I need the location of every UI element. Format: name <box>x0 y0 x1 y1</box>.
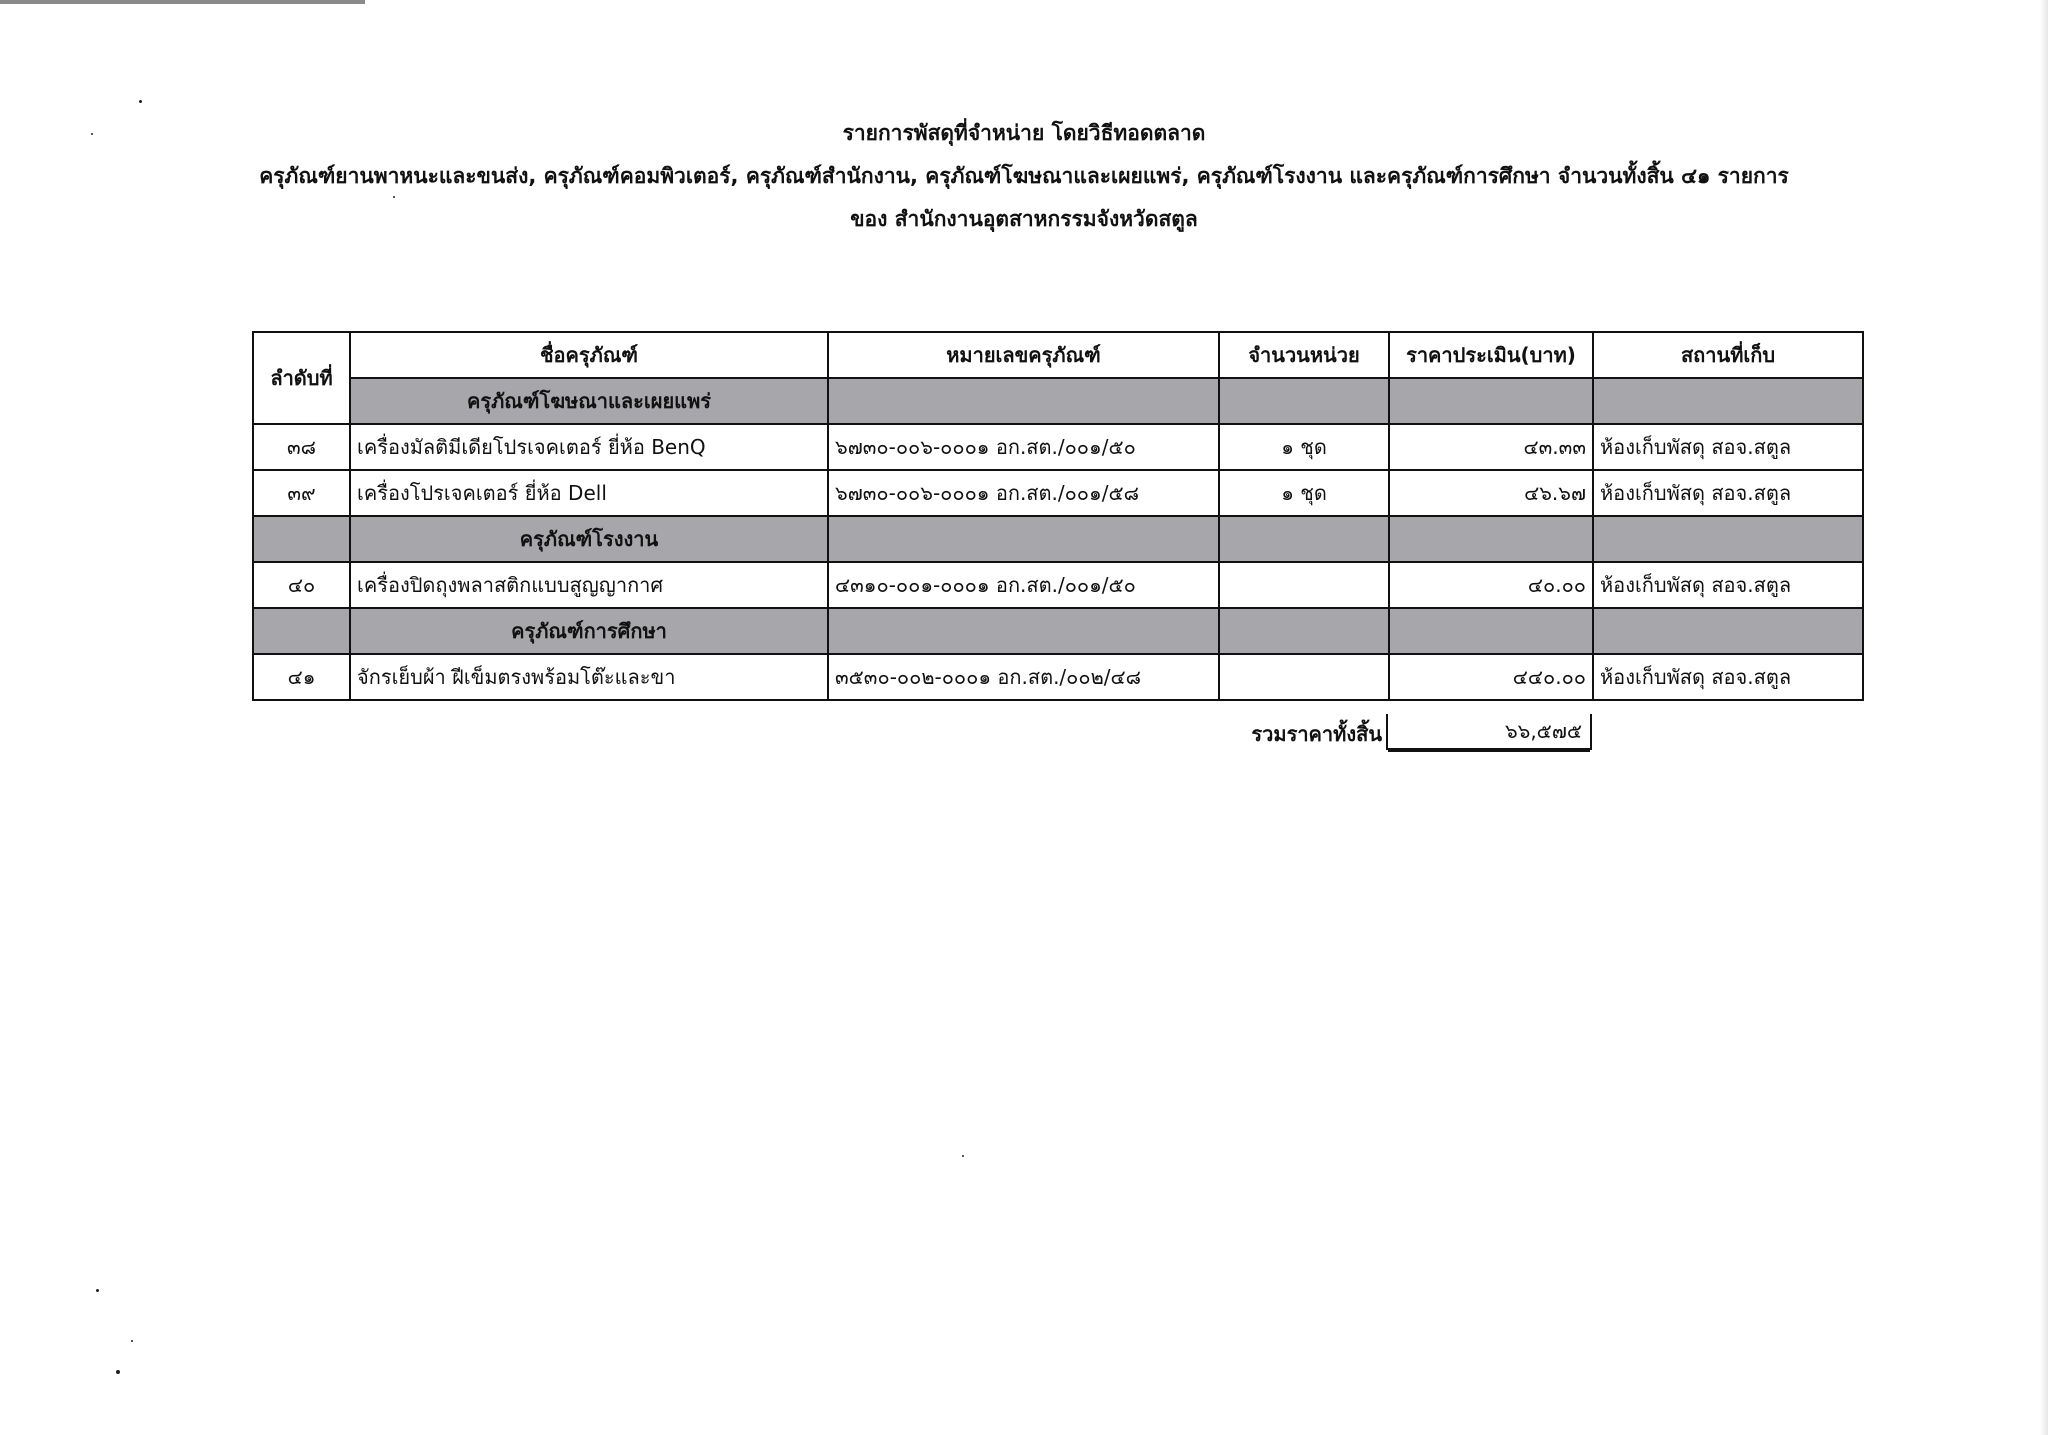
table-row <box>253 424 1863 470</box>
document-heading <box>0 112 2048 241</box>
row-code: ๖๗๓๐-๐๐๖-๐๐๐๑ อก.สต./๐๐๑/๕๘ <box>828 470 1219 516</box>
header-location: สถานที่เก็บ <box>1593 332 1863 378</box>
row-code: ๖๗๓๐-๐๐๖-๐๐๐๑ อก.สต./๐๐๑/๕๐ <box>828 424 1219 470</box>
header-name: ชื่อครุภัณฑ์ <box>350 332 828 378</box>
document-office: ของ สำนักงานอุตสาหกรรมจังหวัดสตูล <box>850 207 1198 231</box>
header-qty: จำนวนหน่วย <box>1219 332 1389 378</box>
table-header-row <box>253 332 1863 378</box>
row-price: ๔๔๐.๐๐ <box>1389 654 1593 700</box>
category-row <box>253 378 1863 424</box>
row-name: จักรเย็บผ้า ฝีเข็มตรงพร้อมโต๊ะและขา <box>350 654 828 700</box>
row-qty: ๑ ชุด <box>1219 470 1389 516</box>
scan-speck <box>96 1289 99 1292</box>
scan-speck <box>131 1340 133 1342</box>
category-row <box>253 608 1863 654</box>
asset-table <box>252 331 1864 701</box>
row-location: ห้องเก็บพัสดุ สอจ.สตูล <box>1593 654 1863 700</box>
row-qty <box>1219 654 1389 700</box>
row-location: ห้องเก็บพัสดุ สอจ.สตูล <box>1593 424 1863 470</box>
table-row <box>253 562 1863 608</box>
row-qty <box>1219 562 1389 608</box>
row-name: เครื่องมัลติมีเดียโปรเจคเตอร์ ยี่ห้อ BenQ <box>350 424 828 470</box>
row-qty: ๑ ชุด <box>1219 424 1389 470</box>
category-label: ครุภัณฑ์โฆษณาและเผยแพร่ <box>350 378 828 424</box>
row-no: ๓๘ <box>253 424 350 470</box>
row-no: ๔๐ <box>253 562 350 608</box>
row-name: เครื่องปิดถุงพลาสติกแบบสูญญากาศ <box>350 562 828 608</box>
row-code: ๔๓๑๐-๐๐๑-๐๐๐๑ อก.สต./๐๐๑/๕๐ <box>828 562 1219 608</box>
row-location: ห้องเก็บพัสดุ สอจ.สตูล <box>1593 562 1863 608</box>
row-location: ห้องเก็บพัสดุ สอจ.สตูล <box>1593 470 1863 516</box>
scan-speck <box>116 1370 120 1374</box>
category-label: ครุภัณฑ์โรงงาน <box>350 516 828 562</box>
row-price: ๔๖.๖๗ <box>1389 470 1593 516</box>
row-code: ๓๕๓๐-๐๐๒-๐๐๐๑ อก.สต./๐๐๒/๔๘ <box>828 654 1219 700</box>
document-subtitle: ครุภัณฑ์ยานพาหนะและขนส่ง, ครุภัณฑ์คอมพิวเตอร์, ครุภัณฑ์สำนักงาน, ครุภัณฑ์โฆษณาและเผยแพร่, ครุภัณฑ์โรงงาน และครุภัณฑ์การศึกษา จำนวนทั้งสิ้น ๔๑ รายการ <box>259 164 1789 188</box>
row-name: เครื่องโปรเจคเตอร์ ยี่ห้อ Dell <box>350 470 828 516</box>
scan-edge-mark <box>0 0 365 4</box>
category-row <box>253 516 1863 562</box>
scan-speck <box>962 1155 964 1157</box>
scan-speck <box>139 100 142 103</box>
header-no: ลำดับที่ <box>253 332 350 424</box>
table-row <box>253 654 1863 700</box>
table-row <box>253 470 1863 516</box>
row-no: ๔๑ <box>253 654 350 700</box>
header-code: หมายเลขครุภัณฑ์ <box>828 332 1219 378</box>
row-price: ๔๓.๓๓ <box>1389 424 1593 470</box>
total-value: ๖๖,๕๗๕ <box>1386 714 1592 750</box>
total-label: รวมราคาทั้งสิ้น <box>1251 722 1382 746</box>
header-price: ราคาประเมิน(บาท) <box>1389 332 1593 378</box>
document-title: รายการพัสดุที่จำหน่าย โดยวิธีทอดตลาด <box>842 121 1206 145</box>
row-no: ๓๙ <box>253 470 350 516</box>
category-label: ครุภัณฑ์การศึกษา <box>350 608 828 654</box>
row-price: ๔๐.๐๐ <box>1389 562 1593 608</box>
